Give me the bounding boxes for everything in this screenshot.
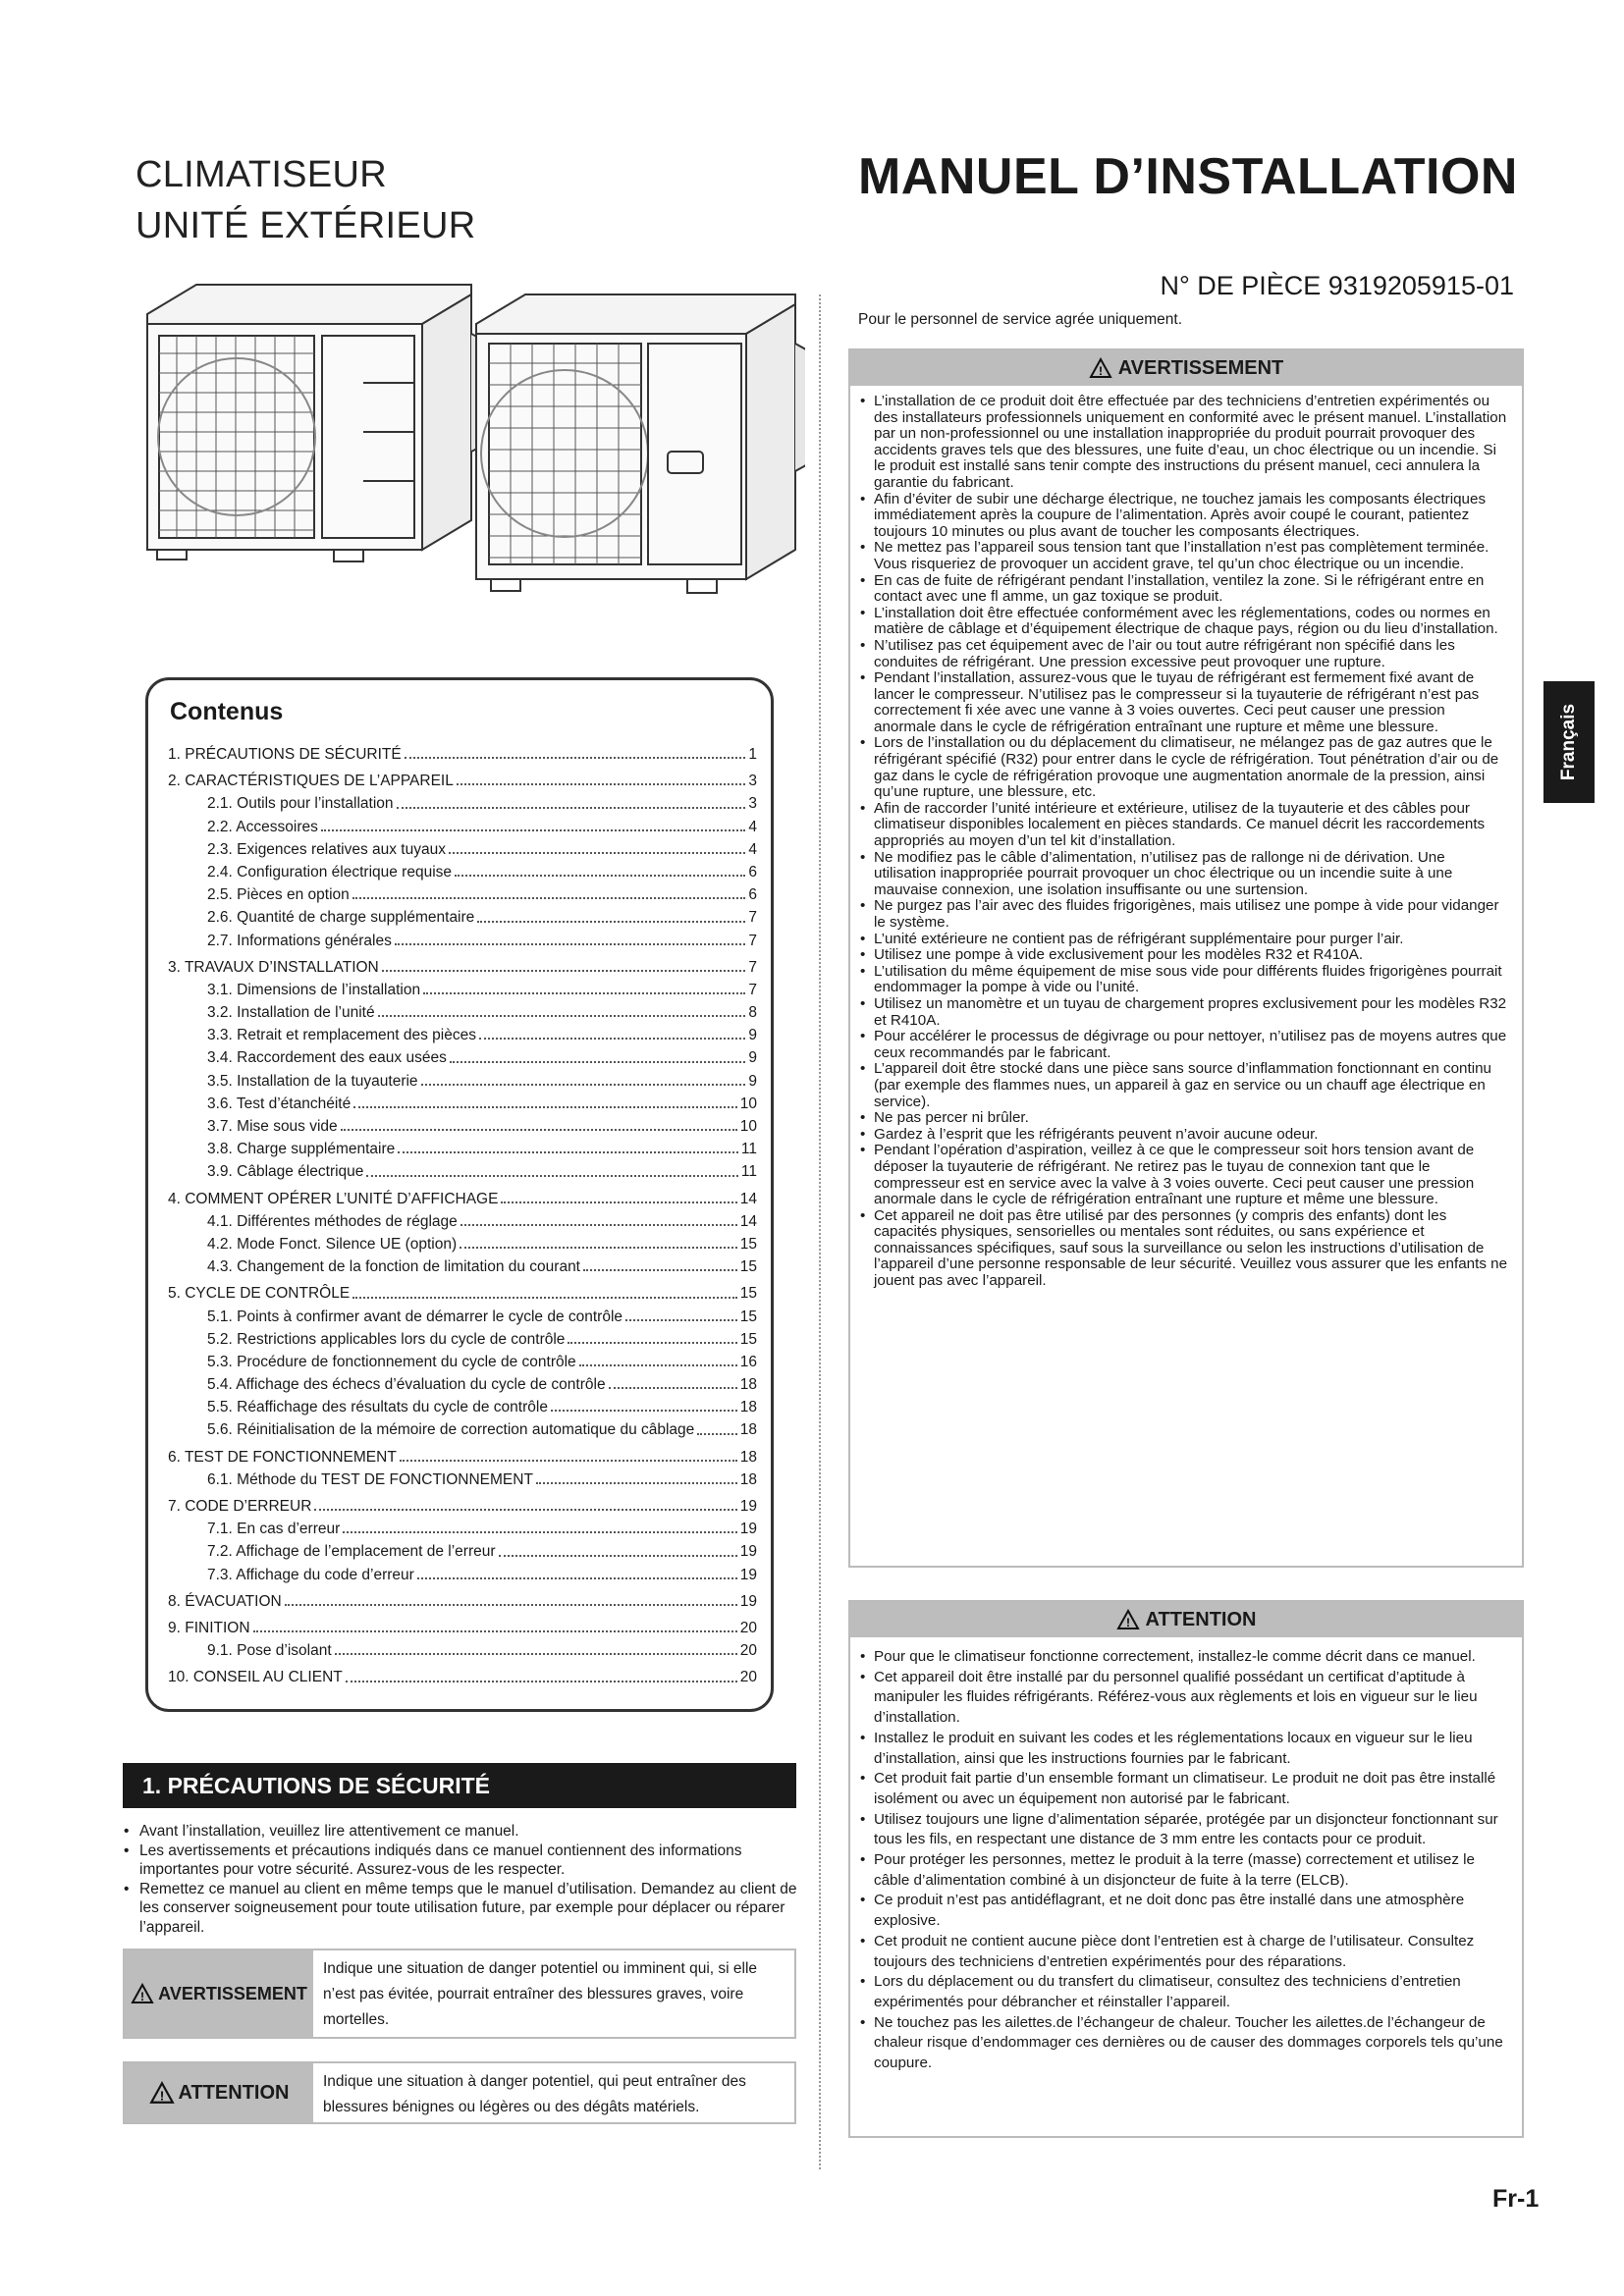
toc-item <box>168 1564 757 1586</box>
toc-item-page: 10 <box>739 1118 757 1135</box>
toc-item-page: 9 <box>748 1072 757 1090</box>
toc-item-title: 6.1. Méthode du TEST DE FONCTIONNEMENT <box>207 1470 533 1488</box>
toc-leader-dots <box>551 1396 737 1412</box>
toc-leader-dots <box>253 1617 737 1632</box>
product-type <box>135 149 476 251</box>
list-item: • Cet produit fait partie d’un ensemble formant un climatiseur. Le produit ne doit pas être installé isolément ou avec un équipement non autorisé par le fabricant. <box>860 1769 1508 1809</box>
toc-item-title: 7.3. Affichage du code d’erreur <box>207 1566 414 1583</box>
toc-leader-dots <box>378 1001 746 1017</box>
list-item: • L’unité extérieure ne contient pas de réfrigérant supplémentaire pour purger l’air. <box>860 932 1508 948</box>
list-item: • Ne purgez pas l’air avec des fluides frigorigènes, mais utilisez une pompe à vide pour vidanger le système. <box>860 898 1508 931</box>
toc-item-title: 6. TEST DE FONCTIONNEMENT <box>168 1448 397 1466</box>
toc-item-title: 10. CONSEIL AU CLIENT <box>168 1669 343 1686</box>
toc-item-page: 10 <box>739 1095 757 1112</box>
toc-item <box>168 1666 757 1688</box>
list-item: • Ne modifiez pas le câble d’alimentation, n’utilisez pas de rallonge ni de dérivation. Une utilisation inappropriée pourrait provoquer un choc électrique ou un incendie suite à une mauvaise connexion, une isolation insuffisante ou une surtension. <box>860 850 1508 899</box>
toc-leader-dots <box>450 1046 746 1062</box>
list-item: • Pendant l’installation, assurez-vous que le tuyau de réfrigérant est fermement fixé avant de lancer le compresseur. N’utilisez pas le compresseur si la tuyauterie de réfrigérant n’est pas correctement fi xée avec une vanne à 3 voies ouvertes. Ceci peut causer une pression anormale dans le cycle de réfrigération entraînant une rupture et même une blessure. <box>860 670 1508 735</box>
toc-item <box>168 883 757 906</box>
toc-leader-dots <box>568 1328 736 1344</box>
toc-item-page: 4 <box>748 818 757 835</box>
toc-item <box>168 1115 757 1138</box>
toc-item-page: 15 <box>739 1285 757 1303</box>
toc-item-page: 6 <box>748 886 757 904</box>
toc-item-title: 3.4. Raccordement des eaux usées <box>207 1049 447 1067</box>
toc-item-page: 11 <box>740 1141 757 1158</box>
legend-warning-text-label: AVERTISSEMENT <box>158 1983 307 2003</box>
toc-leader-dots <box>479 1024 745 1040</box>
toc-item-page: 18 <box>739 1399 757 1416</box>
list-item: • Cet produit ne contient aucune pièce dont l’entretien est à charge de l’utilisateur. Consultez toujours des techniciens d’entretien expérimentés pour des réparations. <box>860 1932 1508 1972</box>
toc-item <box>168 770 757 792</box>
toc-item-page: 18 <box>739 1448 757 1466</box>
toc-item-title: 5. CYCLE DE CONTRÔLE <box>168 1285 351 1303</box>
toc-item-page: 19 <box>739 1498 757 1515</box>
warning-triangle-icon <box>1089 357 1112 379</box>
legend-caution-text-label: ATTENTION <box>178 2081 290 2104</box>
toc-leader-dots <box>536 1468 737 1484</box>
toc-item <box>168 1160 757 1183</box>
toc-item-title: 4. COMMENT OPÉRER L’UNITÉ D’AFFICHAGE <box>168 1190 499 1207</box>
safety-intro-list <box>122 1822 799 1938</box>
toc-item-title: 2.6. Quantité de charge supplémentaire <box>207 909 475 927</box>
toc-item <box>168 1093 757 1115</box>
toc-item-title: 3.2. Installation de l’unité <box>207 1004 375 1022</box>
toc-item-title: 4.3. Changement de la fonction de limitation du courant <box>207 1258 580 1276</box>
toc-item <box>168 1351 757 1373</box>
toc-item <box>168 1024 757 1046</box>
product-line2: UNITÉ EXTÉRIEUR <box>135 205 476 246</box>
list-item: • Utilisez un manomètre et un tuyau de chargement propres exclusivement pour les modèles R32 et R410A. <box>860 996 1508 1029</box>
toc-leader-dots <box>382 956 746 972</box>
list-item: • Pour que le climatiseur fonctionne correctement, installez-le comme décrit dans ce manuel. <box>860 1647 1508 1668</box>
toc-item <box>168 956 757 979</box>
list-item: • Afin d’éviter de subir une décharge électrique, ne touchez jamais les composants électriques immédiatement après la coupure de l’alimentation. Après avoir coupé le courant, patientez toujours 10 minutes ou plus avant de toucher les composants électriques. <box>860 492 1508 541</box>
toc-item-page: 8 <box>748 1004 757 1022</box>
warning-triangle-icon <box>1116 1609 1140 1630</box>
toc-item <box>168 816 757 838</box>
toc-leader-dots <box>501 1188 736 1203</box>
toc-item-page: 20 <box>739 1619 757 1636</box>
toc-item <box>168 1540 757 1563</box>
toc-item <box>168 1070 757 1093</box>
manual-title: MANUEL D’INSTALLATION <box>857 148 1518 205</box>
caution-box <box>848 1600 1524 2138</box>
toc-item-page: 6 <box>748 863 757 881</box>
toc-item-page: 7 <box>748 932 757 949</box>
toc-item-title: 2.3. Exigences relatives aux tuyaux <box>207 840 446 858</box>
language-tab-label: Français <box>1558 703 1579 781</box>
toc-leader-dots <box>460 1233 737 1249</box>
list-item: • Les avertissements et précautions indiqués dans ce manuel contiennent des informations importantes pour votre sécurité. Assurez-vous de les respecter. <box>122 1842 799 1880</box>
caution-box-title: ATTENTION <box>1145 1608 1257 1630</box>
toc-leader-dots <box>460 1210 737 1226</box>
product-line1: CLIMATISEUR <box>135 154 387 195</box>
toc-item-title: 2.1. Outils pour l’installation <box>207 795 394 813</box>
toc-leader-dots <box>423 979 745 994</box>
toc-item <box>168 1210 757 1233</box>
toc-item <box>168 1446 757 1468</box>
toc-leader-dots <box>400 1446 737 1462</box>
toc-item-title: 5.1. Points à confirmer avant de démarrer le cycle de contrôle <box>207 1308 623 1325</box>
toc-item-page: 7 <box>748 909 757 927</box>
toc-item <box>168 1233 757 1255</box>
toc-item-page: 1 <box>748 746 757 763</box>
toc-item <box>168 1255 757 1278</box>
toc-item-page: 18 <box>739 1470 757 1488</box>
list-item: • Utilisez une pompe à vide exclusivement pour les modèles R32 et R410A. <box>860 947 1508 964</box>
toc-item-title: 5.3. Procédure de fonctionnement du cycle de contrôle <box>207 1353 576 1370</box>
toc-item-page: 19 <box>739 1566 757 1583</box>
toc-leader-dots <box>609 1373 737 1389</box>
toc-item <box>168 930 757 952</box>
warning-box-title: AVERTISSEMENT <box>1117 356 1284 379</box>
toc-leader-dots <box>421 1070 746 1086</box>
toc-item-page: 14 <box>739 1190 757 1207</box>
toc-item-title: 5.2. Restrictions applicables lors du cycle de contrôle <box>207 1330 566 1348</box>
toc-item-title: 3.5. Installation de la tuyauterie <box>207 1072 418 1090</box>
toc-item-title: 7.1. En cas d’erreur <box>207 1521 341 1538</box>
toc-item-page: 20 <box>739 1669 757 1686</box>
toc-item <box>168 1373 757 1396</box>
toc-item-page: 15 <box>739 1308 757 1325</box>
legend-caution-label <box>125 2063 313 2122</box>
list-item: • Ne touchez pas les ailettes.de l’échangeur de chaleur. Toucher les ailettes.de l’échangeur de chaleur risque d’endommager ces dernières ou de causer des dommages corporels tels qu’une coupure. <box>860 2013 1508 2074</box>
toc-item-title: 3.7. Mise sous vide <box>207 1118 338 1135</box>
list-item: • Lors de l’installation ou du déplacement du climatiseur, ne mélangez pas de gaz autres que le réfrigérant spécifié (R32) pour entrer dans le cycle de réfrigération. Tout pénétration d’air ou de gaz dans le cycle de réfrigération provoque une augmentation anormale de la pression, ainsi qu’une rupture, une blessure, etc. <box>860 735 1508 800</box>
toc-item <box>168 1518 757 1540</box>
toc-item-page: 19 <box>739 1592 757 1610</box>
toc-item-title: 5.4. Affichage des échecs d’évaluation du cycle de contrôle <box>207 1376 606 1394</box>
toc-item-title: 7. CODE D’ERREUR <box>168 1498 312 1515</box>
list-item: • Cet appareil ne doit pas être utilisé par des personnes (y compris des enfants) dont les capacités physiques, sensorielles ou mentales sont réduites, ou sans expérience et connaissances spécifiques, sauf sous la surveillance ou selon les instructions d’utilisation de l’appareil d’une personne responsable de leur sécurité. Veuillez vous assurer que les enfants ne jouent pas avec l’appareil. <box>860 1208 1508 1290</box>
toc-item-page: 9 <box>748 1027 757 1044</box>
toc-item <box>168 743 757 766</box>
toc-leader-dots <box>499 1540 737 1556</box>
toc-item <box>168 1188 757 1210</box>
toc-leader-dots <box>346 1666 737 1682</box>
toc-item <box>168 1590 757 1613</box>
toc-leader-dots <box>405 743 746 759</box>
list-item: • Pour accélérer le processus de dégivrage ou pour nettoyer, n’utilisez pas de moyens autres que ceux recommandés par le fabricant. <box>860 1029 1508 1061</box>
toc-item-title: 8. ÉVACUATION <box>168 1592 282 1610</box>
toc-item-title: 3. TRAVAUX D’INSTALLATION <box>168 958 379 976</box>
warning-box <box>848 348 1524 1568</box>
list-item: • Ce produit n’est pas antidéflagrant, et ne doit donc pas être installé dans une atmosphère explosive. <box>860 1891 1508 1931</box>
toc-item-title: 9.1. Pose d’isolant <box>207 1642 332 1660</box>
toc-leader-dots <box>457 770 746 785</box>
warning-triangle-icon <box>149 2081 175 2105</box>
toc-leader-dots <box>341 1115 737 1131</box>
toc-leader-dots <box>398 1138 738 1153</box>
contents-list <box>168 743 757 1689</box>
list-item: • L’installation de ce produit doit être effectuée par des techniciens d’entretien expérimentés ou des installateurs professionnels uniquement en conformité avec le présent manuel. L’installation par un non-professionnel ou une installation inappropriée du produit pourrait provoquer des accidents graves tels que des blessures, une fuite d’eau, un choc électrique ou un incendie. Si le produit est installé sans tenir compte des instructions du présent manuel, ceci annulera la garantie du fabricant. <box>860 394 1508 492</box>
list-item: • Gardez à l’esprit que les réfrigérants peuvent n’avoir aucune odeur. <box>860 1127 1508 1144</box>
toc-item-title: 4.1. Différentes méthodes de réglage <box>207 1212 458 1230</box>
toc-item <box>168 1617 757 1639</box>
toc-leader-dots <box>579 1351 737 1366</box>
warning-triangle-icon <box>131 1983 154 2004</box>
toc-item-title: 2.4. Configuration électrique requise <box>207 863 453 881</box>
toc-leader-dots <box>455 861 745 877</box>
toc-item <box>168 861 757 883</box>
toc-item <box>168 838 757 861</box>
toc-item-page: 4 <box>748 840 757 858</box>
toc-item-title: 7.2. Affichage de l’emplacement de l’erreur <box>207 1543 496 1561</box>
toc-item <box>168 1001 757 1024</box>
list-item: • Remettez ce manuel au client en même temps que le manuel d’utilisation. Demandez au client de les conserver soigneusement pour toute utilisation future, par exemple pour déplacer ou réparer l’appareil. <box>122 1880 799 1938</box>
warning-list <box>850 386 1522 1298</box>
toc-item <box>168 1495 757 1518</box>
toc-item-title: 3.8. Charge supplémentaire <box>207 1141 396 1158</box>
toc-item-title: 2.2. Accessoires <box>207 818 318 835</box>
toc-item <box>168 1282 757 1305</box>
list-item: • En cas de fuite de réfrigérant pendant l’installation, ventilez la zone. Si le réfrigérant entre en contact avec une fl amme, un gaz toxique se produit. <box>860 573 1508 606</box>
toc-item-page: 20 <box>739 1642 757 1660</box>
part-number: N° DE PIÈCE 9319205915-01 <box>1160 271 1514 300</box>
toc-leader-dots <box>625 1306 737 1321</box>
legend-warning <box>123 1949 796 2039</box>
list-item: • Utilisez toujours une ligne d’alimentation séparée, protégée par un disjoncteur fonctionnant sur tous les fils, en respectant une distance de 3 mm entre les contacts pour ce produit. <box>860 1810 1508 1850</box>
toc-item-title: 5.5. Réaffichage des résultats du cycle de contrôle <box>207 1399 548 1416</box>
svg-text:!: ! <box>159 2088 164 2104</box>
list-item: • L’installation doit être effectuée conformément avec les réglementations, codes ou normes en matière de câblage et d’équipement électrique de chaque pays, région ou du lieu d’installation. <box>860 606 1508 638</box>
page-number: Fr-1 <box>1492 2185 1540 2213</box>
toc-item-title: 1. PRÉCAUTIONS DE SÉCURITÉ <box>168 746 402 763</box>
toc-leader-dots <box>352 883 746 899</box>
toc-leader-dots <box>417 1564 737 1579</box>
toc-leader-dots <box>397 792 746 808</box>
list-item: • N’utilisez pas cet équipement avec de l’air ou tout autre réfrigérant non spécifié dans les conduites de réfrigérant. Une pression excessive peut provoquer une rupture. <box>860 638 1508 670</box>
contents-title: Contenus <box>170 698 284 725</box>
toc-item <box>168 979 757 1001</box>
toc-item-title: 3.1. Dimensions de l’installation <box>207 981 421 998</box>
list-item: • Afin de raccorder l’unité intérieure et extérieure, utilisez de la tuyauterie et des câbles pour climatiseur disponibles localement en pièces standards. Ce manuel décrit les raccordements appropriés au moyen d’un tel kit d’installation. <box>860 801 1508 850</box>
section-heading: 1. PRÉCAUTIONS DE SÉCURITÉ <box>123 1763 796 1808</box>
toc-item-page: 18 <box>739 1376 757 1394</box>
toc-item-title: 3.6. Test d’étanchéité <box>207 1095 352 1112</box>
toc-item <box>168 1468 757 1491</box>
list-item: • Ne mettez pas l’appareil sous tension tant que l’installation n’est pas complètement terminée. Vous risqueriez de provoquer un accident grave, tel qu’un choc électrique ou un incendie. <box>860 540 1508 572</box>
toc-item-page: 16 <box>739 1353 757 1370</box>
legend-warning-description: Indique une situation de danger potentiel ou imminent qui, si elle n’est pas évitée, pourrait entraîner des blessures graves, voire mortelles. <box>313 1950 794 2037</box>
toc-item <box>168 1138 757 1160</box>
toc-item-title: 4.2. Mode Fonct. Silence UE (option) <box>207 1235 458 1253</box>
caution-box-header <box>850 1602 1522 1637</box>
toc-item-page: 14 <box>739 1212 757 1230</box>
toc-leader-dots <box>343 1518 736 1533</box>
toc-item-page: 19 <box>739 1543 757 1561</box>
list-item: • Pour protéger les personnes, mettez le produit à la terre (masse) correctement et utilisez le câble d’alimentation combiné à un disjoncteur de fuite à la terre (ELCB). <box>860 1850 1508 1891</box>
outdoor-unit-illustration <box>118 265 805 618</box>
toc-item <box>168 792 757 815</box>
toc-leader-dots <box>449 838 745 854</box>
toc-item-title: 2. CARACTÉRISTIQUES DE L’APPAREIL <box>168 773 454 790</box>
toc-item <box>168 1328 757 1351</box>
toc-item-page: 15 <box>739 1330 757 1348</box>
toc-leader-dots <box>477 906 745 922</box>
toc-item-title: 3.9. Câblage électrique <box>207 1163 364 1181</box>
toc-leader-dots <box>697 1418 736 1434</box>
toc-item-page: 15 <box>739 1235 757 1253</box>
toc-item <box>168 1396 757 1418</box>
legend-warning-label <box>125 1950 313 2037</box>
toc-item-page: 11 <box>740 1163 757 1181</box>
list-item: • Lors du déplacement ou du transfert du climatiseur, consultez des techniciens d’entretien expérimentés pour débrancher et réinstaller l’appareil. <box>860 1972 1508 2012</box>
toc-item-title: 2.7. Informations générales <box>207 932 392 949</box>
toc-item <box>168 1046 757 1069</box>
toc-leader-dots <box>321 816 746 831</box>
list-item: • Installez le produit en suivant les codes et les réglementations locaux en vigueur sur le lieu d’installation, ainsi que les instructions fournies par le fabricant. <box>860 1729 1508 1769</box>
list-item: • Pendant l’opération d’aspiration, veillez à ce que le compresseur soit hors tension avant de déposer la tuyauterie de réfrigérant. Ne retirez pas le tuyau de connexion tant que le compresseur est en service avec la valve à 3 voies ouverte. Ceci peut causer une pression anormale dans le cycle de réfrigération entraînant une rupture et même une blessure. <box>860 1143 1508 1207</box>
caution-list <box>850 1637 1522 2082</box>
toc-item-title: 5.6. Réinitialisation de la mémoire de correction automatique du câblage <box>207 1421 695 1439</box>
legend-caution <box>123 2061 796 2124</box>
toc-item-title: 3.3. Retrait et remplacement des pièces <box>207 1027 476 1044</box>
contents-box <box>145 677 774 1712</box>
list-item: • L’appareil doit être stocké dans une pièce sans source d’inflammation fonctionnant en continu (par exemple des flammes nues, un appareil à gaz en service ou un chauff age électrique en service). <box>860 1061 1508 1110</box>
toc-item <box>168 1639 757 1662</box>
column-divider <box>819 294 821 2169</box>
toc-item-title: 9. FINITION <box>168 1619 250 1636</box>
toc-item-page: 7 <box>748 958 757 976</box>
toc-leader-dots <box>353 1093 737 1108</box>
svg-text:!: ! <box>1125 1616 1130 1629</box>
list-item: • Cet appareil doit être installé par du personnel qualifié possédant un certificat d’aptitude à manipuler les fluides réfrigérants. Référez-vous aux règlements et lois en vigueur sur le lieu d’installation. <box>860 1668 1508 1729</box>
list-item: • L’utilisation du même équipement de mise sous vide pour différents fluides frigorigènes pourrait endommager la pompe à vide ou l’unité. <box>860 964 1508 996</box>
toc-item <box>168 906 757 929</box>
svg-text:!: ! <box>1098 364 1103 378</box>
svg-text:!: ! <box>140 1990 145 2003</box>
toc-item-page: 3 <box>748 795 757 813</box>
toc-leader-dots <box>395 930 746 945</box>
legend-caution-description: Indique une situation à danger potentiel, qui peut entraîner des blessures bénignes ou légères ou des dégâts matériels. <box>313 2063 794 2122</box>
toc-leader-dots <box>366 1160 737 1176</box>
toc-leader-dots <box>314 1495 736 1511</box>
service-note: Pour le personnel de service agrée uniquement. <box>858 311 1183 328</box>
toc-item-page: 18 <box>739 1421 757 1439</box>
toc-leader-dots <box>285 1590 737 1606</box>
toc-item <box>168 1418 757 1441</box>
toc-item <box>168 1306 757 1328</box>
toc-item-page: 7 <box>748 981 757 998</box>
toc-item-page: 9 <box>748 1049 757 1067</box>
list-item: • Avant l’installation, veuillez lire attentivement ce manuel. <box>122 1822 799 1842</box>
toc-leader-dots <box>352 1282 737 1298</box>
toc-item-page: 3 <box>748 773 757 790</box>
list-item: • Ne pas percer ni brûler. <box>860 1110 1508 1127</box>
toc-item-page: 19 <box>739 1521 757 1538</box>
toc-item-title: 2.5. Pièces en option <box>207 886 350 904</box>
toc-item-page: 15 <box>739 1258 757 1276</box>
warning-box-header <box>850 350 1522 386</box>
toc-leader-dots <box>335 1639 737 1655</box>
toc-leader-dots <box>583 1255 737 1271</box>
language-tab <box>1543 681 1595 803</box>
